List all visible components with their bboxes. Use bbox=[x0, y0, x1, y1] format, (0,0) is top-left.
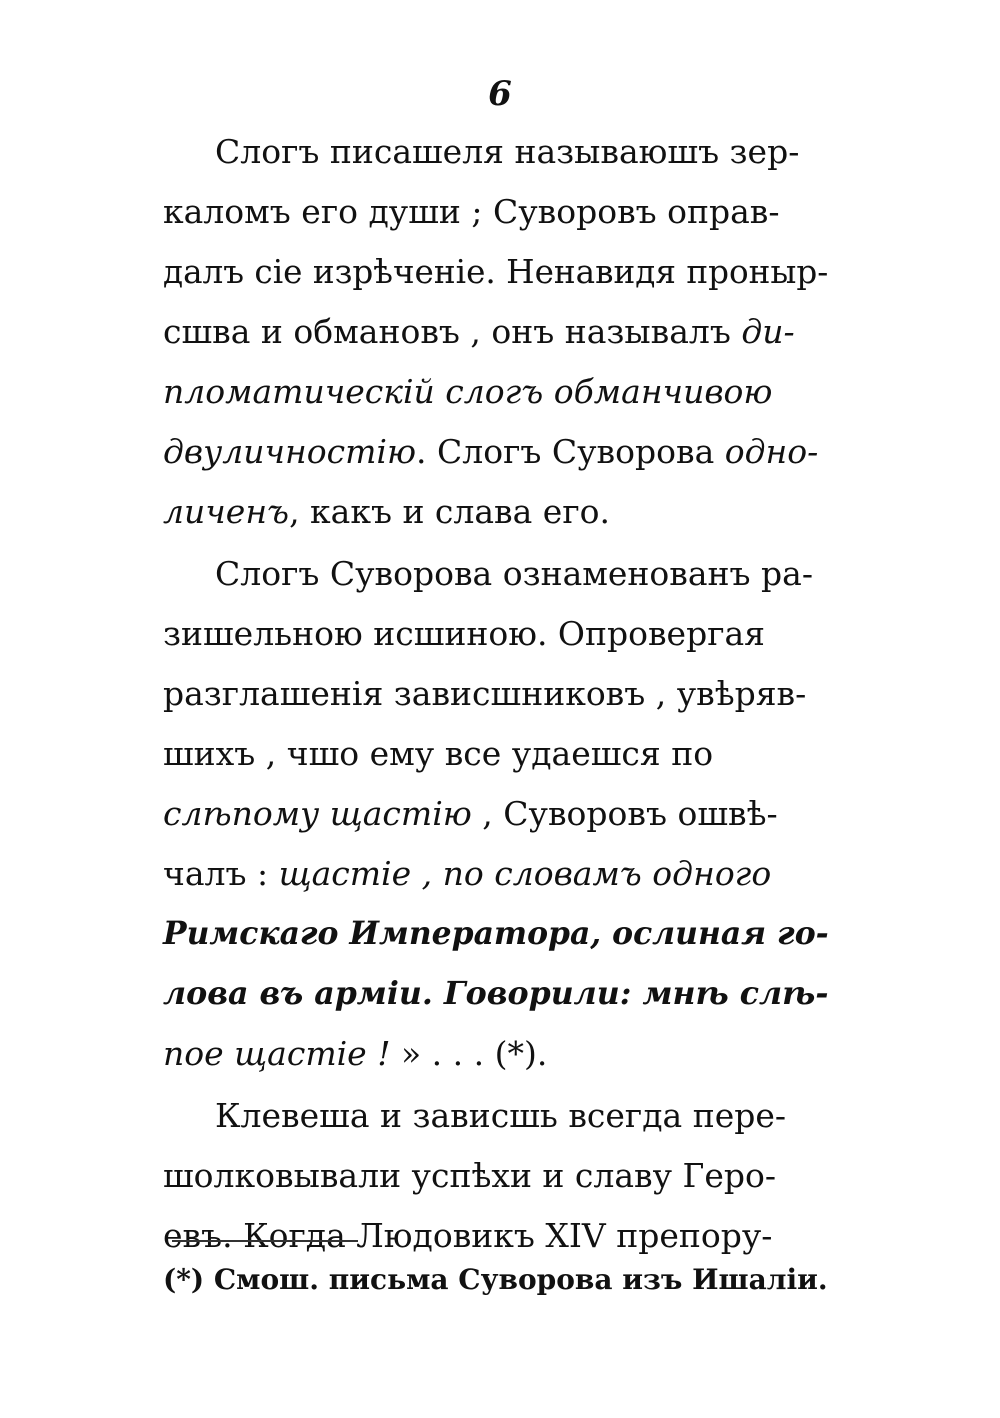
text-segment: Клевеша и зависшь всегда пере- bbox=[215, 1096, 787, 1135]
text-segment: , Суворовъ ошвѣ- bbox=[471, 794, 778, 833]
text-segment: шолковывали успѣхи и славу Геро- bbox=[163, 1156, 777, 1195]
text-line bbox=[163, 306, 829, 358]
text-segment: сшва и обмановъ , онъ называлъ bbox=[163, 312, 742, 351]
text-segment: лова въ арміи. Говорили: мнѣ слѣ- bbox=[163, 975, 829, 1012]
text-segment: » . . . (*). bbox=[390, 1034, 548, 1073]
text-segment: ди- bbox=[741, 312, 795, 351]
text-segment: разглашенія зависшниковъ , увѣряв- bbox=[163, 674, 807, 713]
text-segment: Слогъ писашеля называюшъ зер- bbox=[215, 132, 800, 171]
footnote-rule bbox=[172, 1240, 358, 1242]
text-line bbox=[163, 608, 829, 660]
text-segment: евъ. Когда Людовикъ XIV препору- bbox=[163, 1216, 773, 1255]
text-line bbox=[163, 486, 829, 538]
text-segment: , какъ и слава его. bbox=[289, 492, 610, 531]
text-segment: чалъ : bbox=[163, 854, 279, 893]
text-line bbox=[163, 788, 829, 840]
text-line bbox=[163, 908, 829, 960]
text-line bbox=[163, 1150, 829, 1202]
text-segment: слѣпому щастію bbox=[163, 794, 472, 833]
text-line bbox=[163, 246, 829, 298]
text-line bbox=[215, 126, 829, 178]
text-line bbox=[163, 668, 829, 720]
text-segment: пое щастіе ! bbox=[163, 1034, 391, 1073]
text-segment: зишельною исшиною. Опровергая bbox=[163, 614, 765, 653]
text-segment: пломатическій слогъ обманчивою bbox=[163, 372, 773, 411]
text-segment: каломъ его души ; Суворовъ оправ- bbox=[163, 192, 780, 231]
text-line bbox=[163, 1028, 829, 1080]
text-line bbox=[163, 426, 829, 478]
text-line bbox=[163, 1210, 829, 1262]
text-segment: двуличностію bbox=[163, 432, 417, 471]
text-segment: Слогъ Суворова ознаменованъ ра- bbox=[215, 554, 813, 593]
text-line bbox=[215, 548, 829, 600]
text-line bbox=[215, 1090, 829, 1142]
page-number: 6 bbox=[488, 74, 512, 114]
text-segment: шихъ , чшо ему все удаешся по bbox=[163, 734, 714, 773]
text-segment: далъ сіе изрѣченіе. Ненавидя проныр- bbox=[163, 253, 829, 291]
text-line bbox=[163, 366, 829, 418]
text-line bbox=[163, 968, 829, 1020]
text-segment: Римскаго Императора, ослиная го- bbox=[163, 916, 829, 952]
text-line bbox=[163, 728, 829, 780]
footnote: (*) Смош. письма Суворова изъ Ишаліи. bbox=[163, 1263, 828, 1296]
text-segment: . Слогъ Суворова bbox=[416, 432, 725, 471]
text-segment: одно- bbox=[724, 432, 819, 471]
text-segment: личенъ bbox=[163, 492, 290, 531]
text-line bbox=[163, 186, 829, 238]
text-segment: щастіе , по словамъ одного bbox=[278, 854, 772, 893]
text-line bbox=[163, 848, 829, 900]
